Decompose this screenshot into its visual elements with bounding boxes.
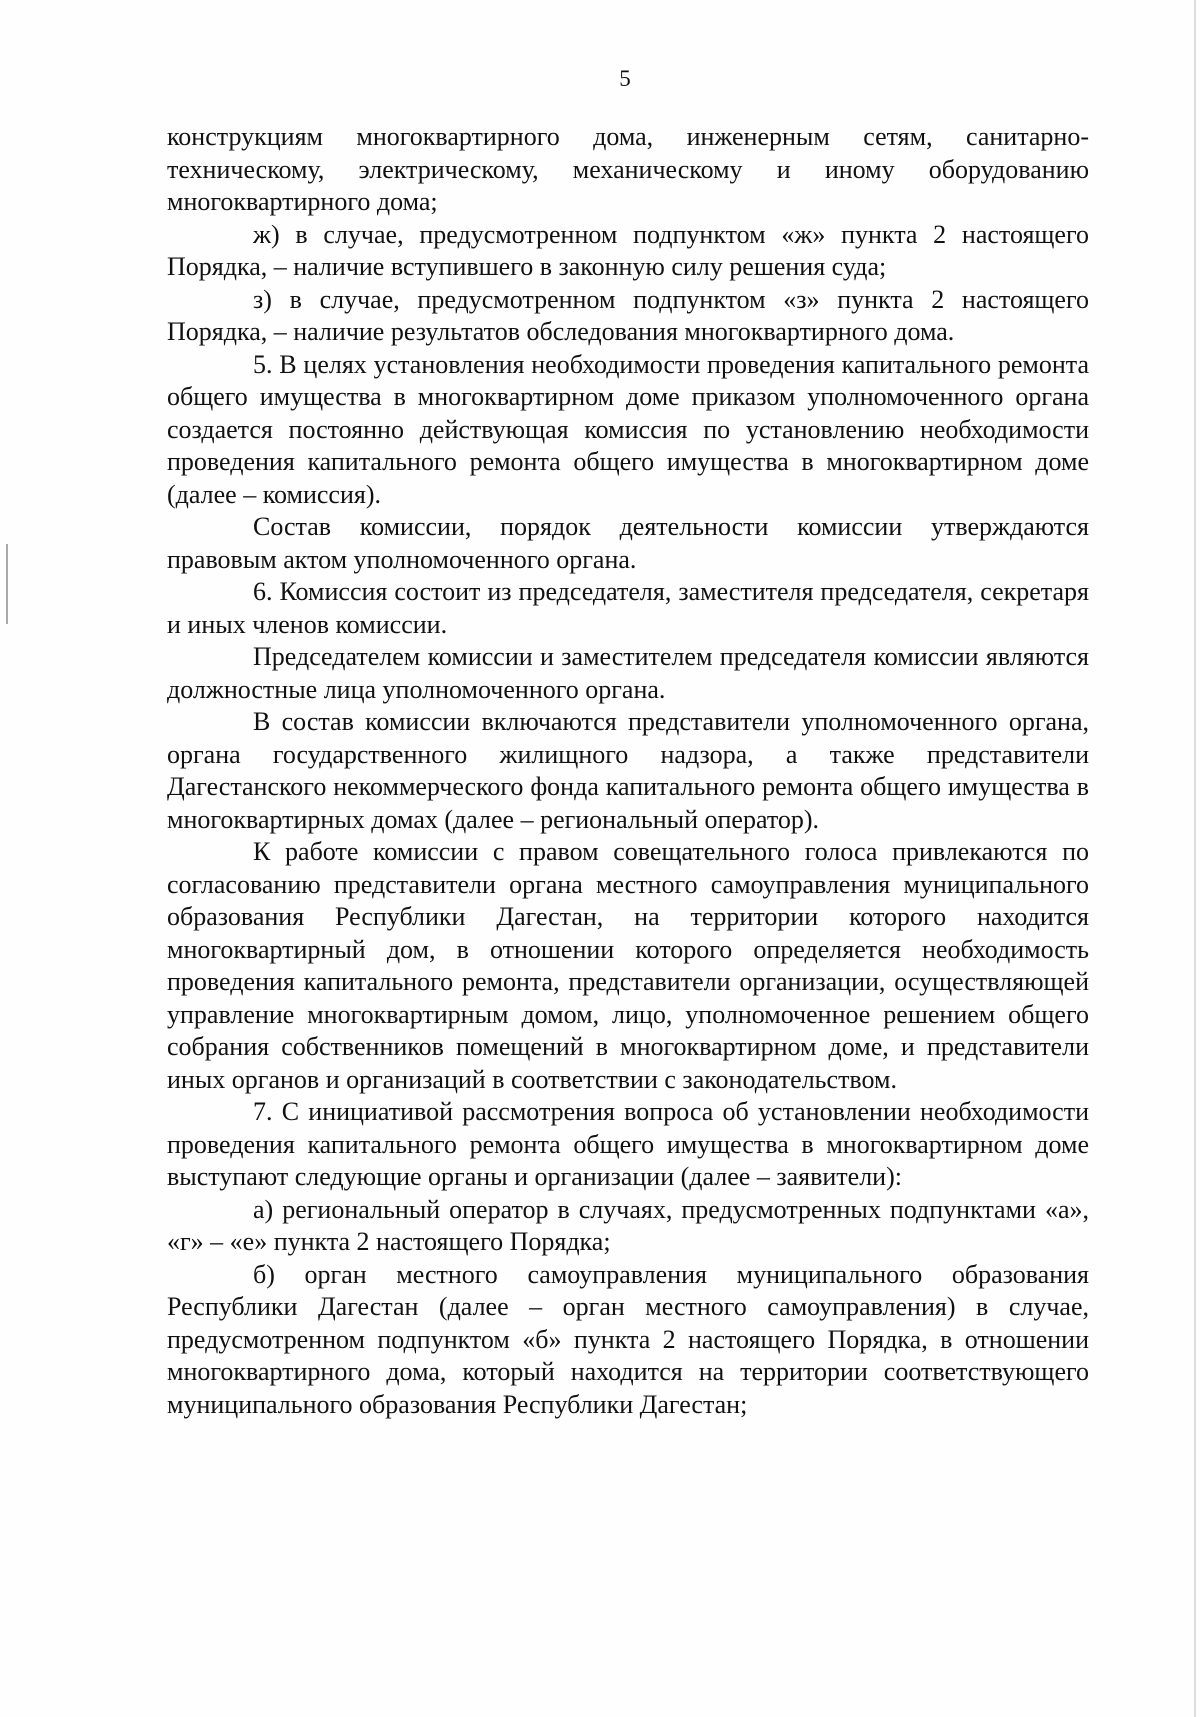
paragraph-chairman: Председателем комиссии и заместителем председателя комиссии являются должностные лица уполномоченного органа. (167, 642, 1089, 704)
paragraph-members: В состав комиссии включаются представители уполномоченного органа, органа государственного жилищного надзора, а также представители Дагестанского некоммерческого фонда капитального ремонта общего имущества в многоквартирных домах (далее – региональный оператор). (167, 707, 1089, 834)
scan-artifact-left (6, 544, 8, 624)
paragraph-continuation: конструкциям многоквартирного дома, инженерным сетям, санитарно-техническому, электрическому, механическому и иному оборудованию многоквартирного дома; (167, 122, 1089, 216)
paragraph-advisory-vote: К работе комиссии с правом совещательного голоса привлекаются по согласованию представители органа местного самоуправления муниципального образования Республики Дагестан, на территории которого находится многоквартирный дом, в отношении которого определяется необходимость проведения капитального ремонта, представители организации, осуществляющей управление многоквартирным домом, лицо, уполномоченное решением общего собрания собственников помещений в многоквартирном доме, и представители иных органов и организаций в соответствии с законодательством. (167, 837, 1089, 1094)
paragraph-item-b: б) орган местного самоуправления муниципального образования Республики Дагестан (далее – орган местного самоуправления) в случае, предусмотренном подпунктом «б» пункта 2 настоящего Порядка, в отношении многоквартирного дома, который находится на территории соответствующего муниципального образования Республики Дагестан; (167, 1259, 1089, 1419)
paragraph-item-zh: ж) в случае, предусмотренном подпунктом «ж» пункта 2 настоящего Порядка, – наличие вступившего в законную силу решения суда; (167, 219, 1089, 281)
paragraph-item-z: з) в случае, предусмотренном подпунктом «з» пункта 2 настоящего Порядка, – наличие результатов обследования многоквартирного дома. (167, 284, 1089, 346)
paragraph-clause-7: 7. С инициативой рассмотрения вопроса об установлении необходимости проведения капитального ремонта общего имущества в многоквартирном доме выступают следующие органы и организации (далее – заявители): (167, 1097, 1089, 1191)
scan-artifact-right (1194, 0, 1196, 1717)
document-body (167, 121, 1089, 1421)
paragraph-commission-composition: Состав комиссии, порядок деятельности комиссии утверждаются правовым актом уполномоченного органа. (167, 512, 1089, 574)
page-number: 5 (619, 66, 631, 91)
paragraph-item-a: а) региональный оператор в случаях, предусмотренных подпунктами «а», «г» – «е» пункта 2 настоящего Порядка; (167, 1194, 1089, 1256)
paragraph-clause-5: 5. В целях установления необходимости проведения капитального ремонта общего имущества в многоквартирном доме приказом уполномоченного органа создается постоянно действующая комиссия по установлению необходимости проведения капитального ремонта общего имущества в многоквартирном доме (далее – комиссия). (167, 349, 1089, 509)
paragraph-clause-6: 6. Комиссия состоит из председателя, заместителя председателя, секретаря и иных членов комиссии. (167, 577, 1089, 639)
